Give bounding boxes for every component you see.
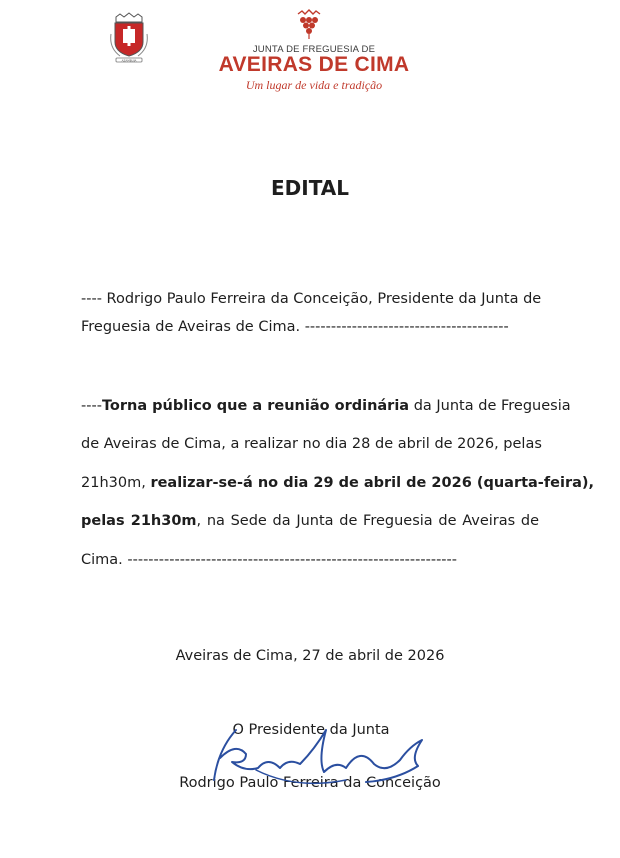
paragraph-2-line-5: Cima. --------------------------------------------------------------- bbox=[81, 552, 458, 568]
paragraph-1-line-1: ---- Rodrigo Paulo Ferreira da Conceição, Presidente da Junta de bbox=[81, 291, 542, 307]
announcement-bold: Torna público que a reunião ordinária bbox=[101, 398, 410, 414]
grape-emblem-icon bbox=[290, 8, 328, 40]
paragraph-2-line-2: de Aveiras de Cima, a realizar no dia 28 de abril de 2026, pelas bbox=[81, 436, 542, 452]
document-title: EDITAL bbox=[270, 176, 350, 200]
paragraph-2-line-1-rest: da Junta de Freguesia bbox=[409, 398, 571, 414]
paragraph-2-line-3 bbox=[81, 475, 595, 491]
signature-name: Rodrigo Paulo Ferreira da Conceição bbox=[179, 775, 441, 791]
paragraph-1-line-2: Freguesia de Aveiras de Cima. --------------------------------------- bbox=[81, 319, 509, 335]
paragraph-2-line-4-rest: , na Sede da Junta de Freguesia de Aveiras de bbox=[196, 513, 540, 529]
junta-logo bbox=[212, 8, 416, 94]
signature-role: O Presidente da Junta bbox=[232, 722, 390, 738]
paragraph-2-line-1 bbox=[81, 398, 571, 414]
brand-tagline: Um lugar de vida e tradição bbox=[245, 78, 383, 92]
handwritten-signature bbox=[196, 720, 442, 796]
brand-subtitle: JUNTA DE FREGUESIA DE bbox=[252, 44, 376, 55]
new-time-bold: pelas 21h30m bbox=[81, 513, 197, 529]
paragraph-2-line-4 bbox=[81, 513, 539, 529]
time-text: 21h30m, bbox=[81, 475, 151, 491]
crest-caption: AZAMBUJA bbox=[121, 58, 137, 63]
brand-name: AVEIRAS DE CIMA bbox=[218, 53, 410, 76]
new-date-bold: realizar-se-á no dia 29 de abril de 2026 (quarta-feira), bbox=[150, 475, 595, 491]
municipal-crest-icon bbox=[106, 12, 152, 64]
date-line: Aveiras de Cima, 27 de abril de 2026 bbox=[175, 648, 445, 664]
dash-prefix: ---- bbox=[81, 398, 102, 414]
